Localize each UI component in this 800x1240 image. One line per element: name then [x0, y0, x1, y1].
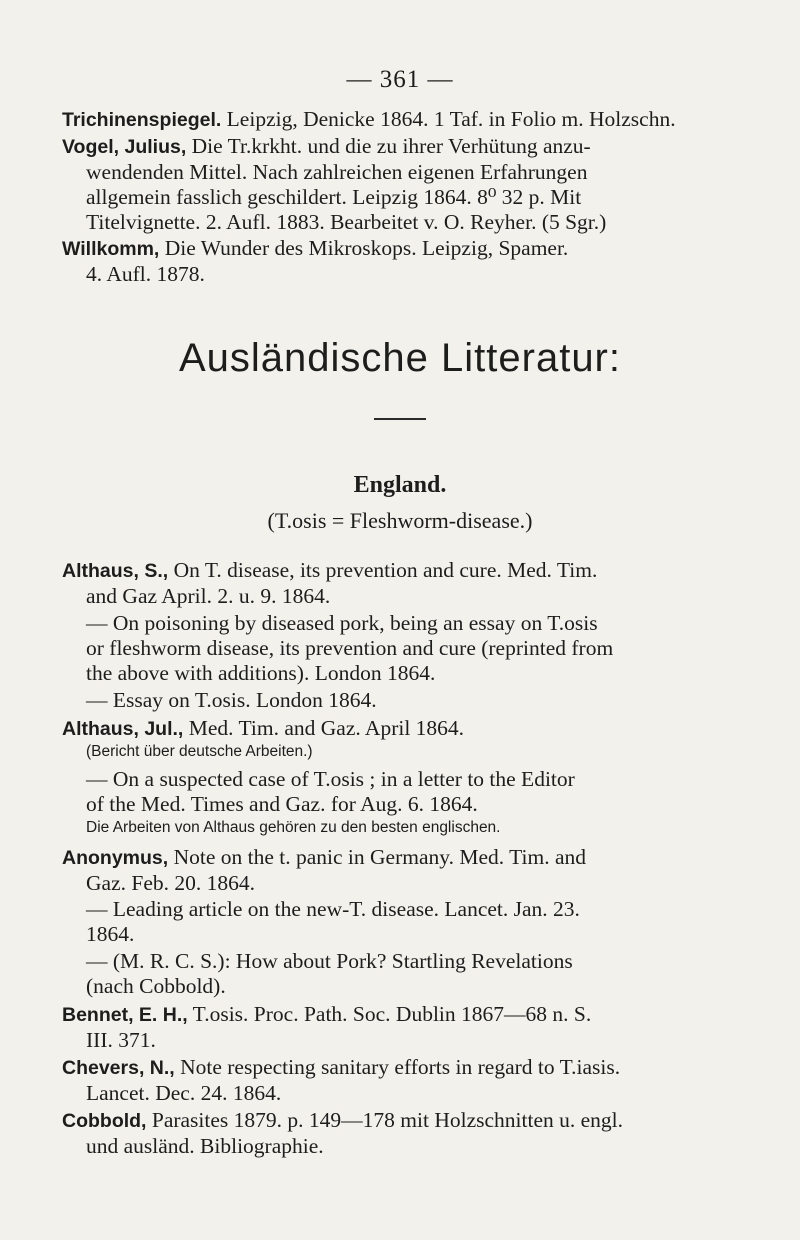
entry-author: Anonymus, [62, 847, 169, 869]
entry-text: Med. Tim. and Gaz. April 1864. [183, 716, 465, 740]
entry-text: wendenden Mittel. Nach zahlreichen eigenen Erfahrungen [86, 160, 588, 184]
entry-anonymus [62, 845, 742, 896]
entry-text: — On a suspected case of T.osis ; in a letter to the Editor [86, 767, 575, 791]
entry-text: allgemein fasslich geschildert. Leipzig 1864. 8⁰ 32 p. Mit [86, 185, 582, 209]
entry-anonymus-pork [62, 949, 742, 999]
entry-bennet [62, 1002, 742, 1053]
page-number: — 361 — [346, 66, 454, 93]
entry-text: III. 371. [86, 1028, 156, 1052]
entry-text: Titelvignette. 2. Aufl. 1883. Bearbeitet v. O. Reyher. (5 Sgr.) [86, 210, 607, 234]
entry-anonymus-leading [62, 897, 742, 947]
entry-althaus-s-poisoning [62, 611, 742, 686]
entry-author: Bennet, E. H., [62, 1004, 188, 1026]
entry-althaus-jul-letter [62, 767, 742, 817]
entry-author: Trichinenspiegel. [62, 109, 222, 131]
divider [374, 418, 426, 420]
entry-text: Die Wunder des Mikroskops. Leipzig, Spamer. [159, 236, 569, 260]
entry-author: Vogel, Julius, [62, 136, 187, 158]
country-heading: England. [353, 472, 447, 498]
entry-text: Parasites 1879. p. 149—178 mit Holzschnitten u. engl. [146, 1108, 624, 1132]
entry-althaus-jul [62, 716, 742, 742]
entry-text: — On poisoning by diseased pork, being an essay on T.osis [86, 611, 598, 635]
entry-text: Leipzig, Denicke 1864. 1 Taf. in Folio m. Holzschn. [221, 107, 676, 131]
entry-text: 1864. [86, 922, 135, 946]
entry-text: the above with additions). London 1864. [86, 661, 436, 685]
entry-note: (Bericht über deutsche Arbeiten.) [86, 743, 313, 760]
definition-line: (T.osis = Fleshworm-disease.) [267, 508, 533, 533]
entry-text: Lancet. Dec. 24. 1864. [86, 1081, 282, 1105]
entry-cobbold [62, 1108, 742, 1159]
entry-text: und ausländ. Bibliographie. [86, 1134, 324, 1158]
entry-text: 4. Aufl. 1878. [86, 262, 205, 286]
entry-text: — Essay on T.osis. London 1864. [86, 688, 377, 712]
entry-text: Note on the t. panic in Germany. Med. Tim. and [168, 845, 586, 869]
entry-author: Chevers, N., [62, 1057, 175, 1079]
section-title: Ausländische Litteratur: [178, 336, 621, 380]
entry-text: Die Tr.krkht. und die zu ihrer Verhütung anzu- [186, 134, 591, 158]
entry-note: Die Arbeiten von Althaus gehören zu den besten englischen. [86, 819, 501, 836]
entry-text: of the Med. Times and Gaz. for Aug. 6. 1864. [86, 792, 478, 816]
entry-text: or fleshworm disease, its prevention and cure (reprinted from [86, 636, 614, 660]
entry-vogel [62, 134, 742, 235]
entry-text: — (M. R. C. S.): How about Pork? Startling Revelations [86, 949, 573, 973]
entry-text: and Gaz April. 2. u. 9. 1864. [86, 584, 331, 608]
entry-trichinenspiegel [62, 107, 742, 133]
entry-author: Althaus, S., [62, 560, 169, 582]
entry-text: (nach Cobbold). [86, 974, 226, 998]
entry-althaus-s-essay [62, 688, 742, 713]
entry-author: Althaus, Jul., [62, 718, 184, 740]
entry-willkomm [62, 236, 742, 287]
entry-text: On T. disease, its prevention and cure. Med. Tim. [168, 558, 598, 582]
entry-chevers [62, 1055, 742, 1106]
entry-althaus-s [62, 558, 742, 609]
entry-text: T.osis. Proc. Path. Soc. Dublin 1867—68 n. S. [187, 1002, 592, 1026]
entry-text: Note respecting sanitary efforts in regard to T.iasis. [174, 1055, 621, 1079]
entry-author: Willkomm, [62, 238, 160, 260]
entry-text: — Leading article on the new-T. disease. Lancet. Jan. 23. [86, 897, 580, 921]
entry-text: Gaz. Feb. 20. 1864. [86, 871, 255, 895]
entry-author: Cobbold, [62, 1110, 147, 1132]
